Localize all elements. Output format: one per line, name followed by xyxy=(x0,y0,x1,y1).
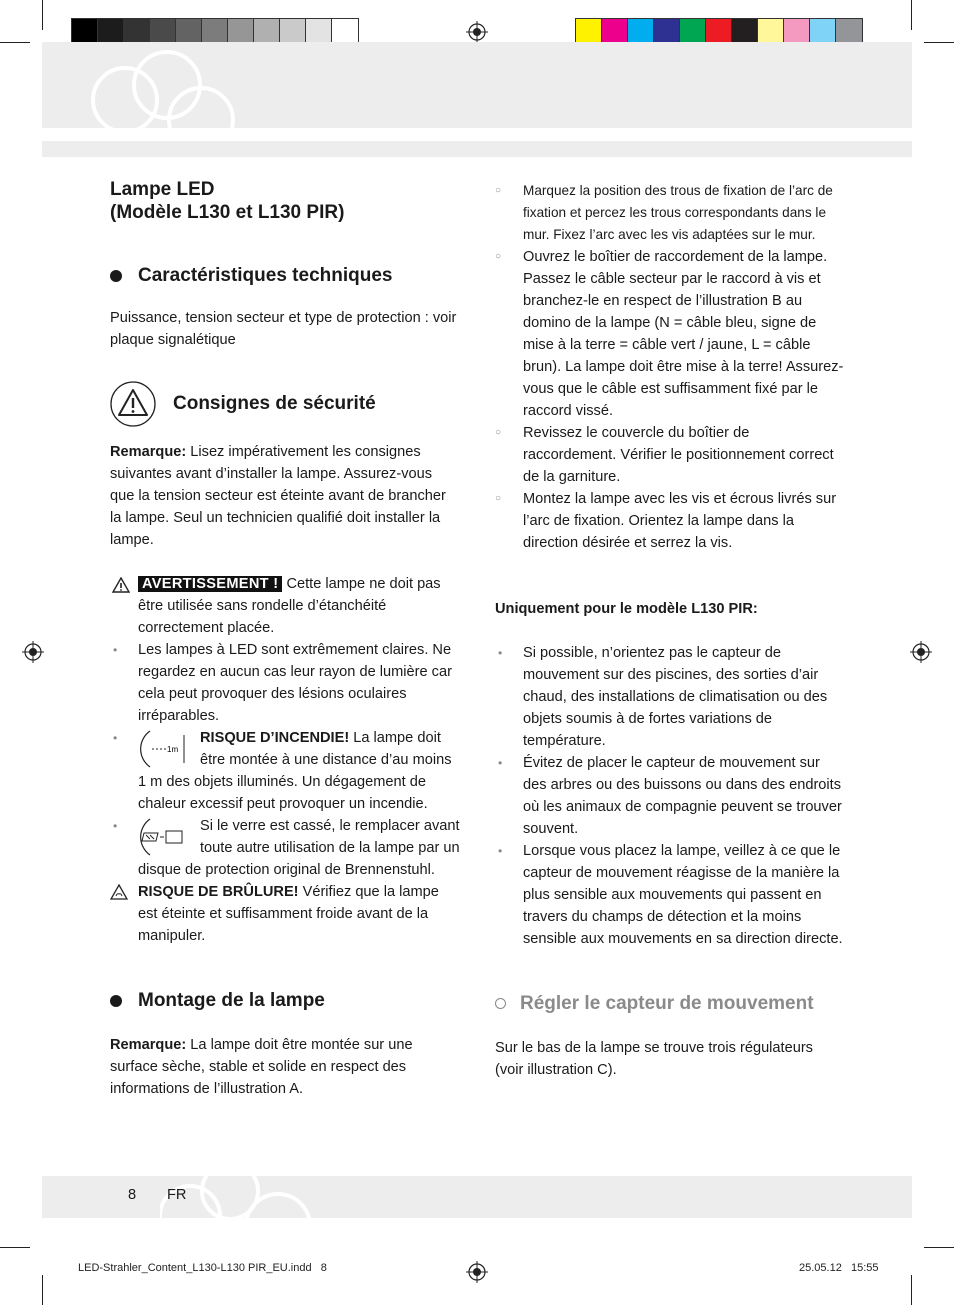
registration-mark-icon xyxy=(466,1261,488,1283)
list-item: • Lorsque vous placez la lampe, veillez à ce que le capteur de mouvement réagisse de la manière la plus sensible aux mouvements qui passent en travers du champs de détection et la moins sensible aux mouvements en sa direction directe. xyxy=(495,840,845,950)
circle-bullet-icon: ○ xyxy=(495,493,502,504)
bullet-icon: • xyxy=(498,646,503,660)
bullet-dot-icon xyxy=(110,995,122,1007)
registration-mark-icon xyxy=(910,641,932,663)
list-item: • Évitez de placer le capteur de mouvement sur des arbres ou des buissons ou dans des endroits où les animaux de compagnie peuvent se trouver souvent. xyxy=(495,752,845,840)
footer-filename: LED-Strahler_Content_L130-L130 PIR_EU.indd 8 xyxy=(78,1262,327,1274)
distance-1m-icon xyxy=(138,727,186,771)
specs-heading: Caractéristiques techniques xyxy=(110,264,460,287)
product-title: Lampe LED (Modèle L130 et L130 PIR) xyxy=(110,179,345,223)
crop-mark xyxy=(42,0,43,30)
right-column xyxy=(495,180,845,1081)
registration-mark-icon xyxy=(466,21,488,43)
list-item: • 1m RISQUE D’INCENDIE! La lampe doit être montée à une distance d’au moins 1 m des objets illuminés. Un dégagement de chaleur excessif peut provoquer un incendie. xyxy=(110,727,460,815)
bullet-icon: • xyxy=(498,844,503,858)
burn-warning-item: RISQUE DE BRÛLURE! Vérifiez que la lampe est éteinte et suffisamment froide avant de la manipuler. xyxy=(110,881,460,947)
bullet-icon: • xyxy=(113,643,118,657)
specs-text: Puissance, tension secteur et type de protection : voir plaque signalétique xyxy=(110,310,457,348)
left-column xyxy=(110,178,460,1100)
crop-mark xyxy=(42,1275,43,1305)
crop-mark xyxy=(0,42,30,43)
safety-heading: Consignes de sécurité xyxy=(110,381,460,427)
mount-heading: Montage de la lampe xyxy=(110,989,460,1012)
header-rule xyxy=(42,141,912,157)
step-item: ○ Montez la lampe avec les vis et écrous livrés sur l’arc de fixation. Orientez la lampe dans la direction désirée et serrez la vis. xyxy=(495,488,845,554)
crop-mark xyxy=(0,1247,30,1248)
broken-glass-icon xyxy=(138,815,186,859)
warning-small-icon xyxy=(112,577,130,593)
footer-date: 25.05.12 15:55 xyxy=(799,1262,879,1274)
list-item: • Si le verre est cassé, le remplacer avant toute autre utilisation de la lampe par un disque de protection original de Brennenstuhl. xyxy=(110,815,460,881)
bullet-icon: • xyxy=(498,756,503,770)
warning-label: AVERTISSEMENT ! xyxy=(138,576,282,592)
sensor-text: Sur le bas de la lampe se trouve trois régulateurs (voir illustration C). xyxy=(495,1040,813,1078)
safety-remark: Remarque: Lisez impérativement les consignes suivantes avant d’installer la lampe. Assurez-vous que la tension secteur est éteinte avant de brancher la lampe. Seul un technicien qualifié doit installer la lampe. xyxy=(110,444,446,548)
warning-item: AVERTISSEMENT ! Cette lampe ne doit pas être utilisée sans rondelle d’étanchéité correctement placée. xyxy=(110,573,460,639)
list-item: • Les lampes à LED sont extrêmement claires. Ne regardez en aucun cas leur rayon de lumière car cela peut provoquer des lésions oculaires irréparables. xyxy=(110,639,460,727)
warning-triangle-icon xyxy=(110,381,156,427)
crop-mark xyxy=(924,42,954,43)
circle-bullet-icon: ○ xyxy=(495,427,502,438)
step-item: ○ Revissez le couvercle du boîtier de raccordement. Vérifier le positionnement correct de la garniture. xyxy=(495,422,845,488)
circle-outline-icon xyxy=(495,998,506,1009)
crop-mark xyxy=(911,0,912,30)
step-item: ○ Marquez la position des trous de fixation de l’arc de fixation et percez les trous correspondants dans le mur. Fixez l’arc avec les vis adaptées sur le mur. xyxy=(495,180,845,246)
mount-remark: Remarque: La lampe doit être montée sur une surface sèche, stable et solide en respect des informations de l’illustration A. xyxy=(110,1037,413,1097)
hot-surface-icon xyxy=(110,884,128,900)
circle-bullet-icon: ○ xyxy=(495,251,502,262)
pir-heading: Uniquement pour le modèle L130 PIR: xyxy=(495,601,758,617)
bullet-dot-icon xyxy=(110,270,122,282)
crop-mark xyxy=(911,1275,912,1305)
circle-bullet-icon: ○ xyxy=(495,185,502,196)
sensor-heading: Régler le capteur de mouvement xyxy=(495,992,845,1015)
decorative-circles xyxy=(85,45,245,155)
bullet-icon: • xyxy=(113,819,118,833)
svg-text:1m: 1m xyxy=(167,745,179,754)
bullet-icon: • xyxy=(113,731,118,745)
step-item: ○ Ouvrez le boîtier de raccordement de la lampe. Passez le câble secteur par le raccord à vis et branchez-le en respect de l’illustration B au domino de la lampe (N = câble bleu, signe de mise à la terre = câble vert / jaune, L = câble brun). La lampe doit être mise à la terre! Assurez-vous que le câble est suffisamment fixé par le raccord vissé. xyxy=(495,246,845,422)
list-item: • Si possible, n’orientez pas le capteur de mouvement sur des piscines, des sorties d’air chaud, des installations de climatisation ou des objets soumis à de fortes variations de température. xyxy=(495,642,845,752)
registration-mark-icon xyxy=(22,641,44,663)
page-number: 8 xyxy=(128,1187,137,1203)
language-code: FR xyxy=(167,1187,187,1203)
crop-mark xyxy=(924,1247,954,1248)
